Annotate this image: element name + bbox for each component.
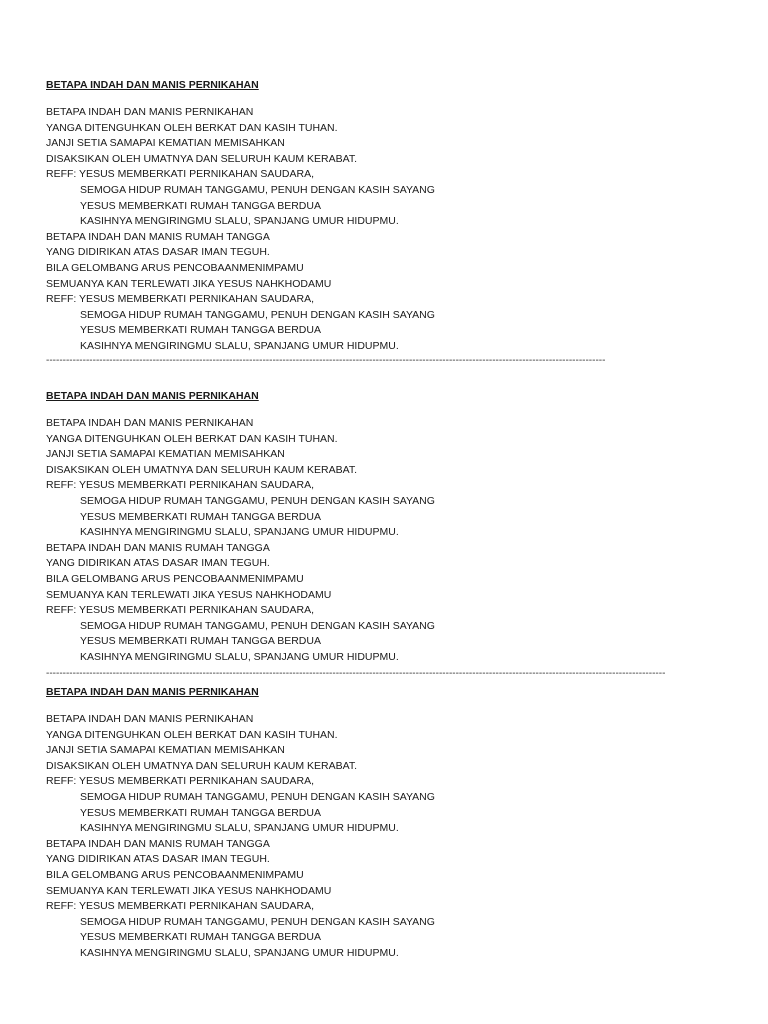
lyric-line: DISAKSIKAN OLEH UMATNYA DAN SELURUH KAUM KERABAT. [46,759,357,772]
lyric-line: SEMUANYA KAN TERLEWATI JIKA YESUS NAHKHODAMU [46,884,332,897]
lyric-line: SEMOGA HIDUP RUMAH TANGGAMU, PENUH DENGAN KASIH SAYANG [80,915,435,928]
lyric-line: YANGA DITENGUHKAN OLEH BERKAT DAN KASIH TUHAN. [46,432,338,445]
lyric-line: JANJI SETIA SAMAPAI KEMATIAN MEMISAHKAN [46,744,285,757]
lyric-line: SEMOGA HIDUP RUMAH TANGGAMU, PENUH DENGAN KASIH SAYANG [80,308,435,321]
lyric-line: BETAPA INDAH DAN MANIS PERNIKAHAN [46,417,254,429]
lyric-line: REFF: YESUS MEMBERKATI PERNIKAHAN SAUDARA, [46,168,314,181]
lyric-line: SEMOGA HIDUP RUMAH TANGGAMU, PENUH DENGAN KASIH SAYANG [80,790,435,803]
lyric-line: YANG DIDIRIKAN ATAS DASAR IMAN TEGUH. [46,557,270,570]
lyric-line: BETAPA INDAH DAN MANIS PERNIKAHAN [46,713,254,725]
lyric-line: SEMOGA HIDUP RUMAH TANGGAMU, PENUH DENGAN KASIH SAYANG [80,183,435,196]
dashed-separator: ------------------------------------------------------------------------------------------------------------------------------------------------------------------------------------------ [46,668,666,679]
lyric-line: YANGA DITENGUHKAN OLEH BERKAT DAN KASIH TUHAN. [46,121,338,134]
lyric-line: SEMUANYA KAN TERLEWATI JIKA YESUS NAHKHODAMU [46,588,332,601]
lyric-line: YESUS MEMBERKATI RUMAH TANGGA BERDUA [80,931,321,944]
lyric-line: BILA GELOMBANG ARUS PENCOBAANMENIMPAMU [46,261,304,274]
song-section-3 [46,685,746,962]
lyric-line: KASIHNYA MENGIRINGMU SLALU, SPANJANG UMUR HIDUPMU. [80,215,399,228]
lyric-line: REFF: YESUS MEMBERKATI PERNIKAHAN SAUDARA, [46,604,314,617]
lyric-line: KASIHNYA MENGIRINGMU SLALU, SPANJANG UMUR HIDUPMU. [80,339,399,352]
song-section-2 [46,389,746,666]
lyric-line: BETAPA INDAH DAN MANIS RUMAH TANGGA [46,837,270,850]
lyric-line: REFF: YESUS MEMBERKATI PERNIKAHAN SAUDARA, [46,479,314,492]
lyric-line: BETAPA INDAH DAN MANIS RUMAH TANGGA [46,230,270,243]
dashed-separator: ------------------------------------------------------------------------------------------------------------------------------------------------------------------------ [46,355,606,366]
lyric-line: KASIHNYA MENGIRINGMU SLALU, SPANJANG UMUR HIDUPMU. [80,822,399,835]
lyric-line: BILA GELOMBANG ARUS PENCOBAANMENIMPAMU [46,572,304,585]
lyric-line: DISAKSIKAN OLEH UMATNYA DAN SELURUH KAUM KERABAT. [46,463,357,476]
lyric-line: YESUS MEMBERKATI RUMAH TANGGA BERDUA [80,199,321,212]
lyric-line: YESUS MEMBERKATI RUMAH TANGGA BERDUA [80,510,321,523]
lyric-line: YESUS MEMBERKATI RUMAH TANGGA BERDUA [80,635,321,648]
lyric-line: KASIHNYA MENGIRINGMU SLALU, SPANJANG UMUR HIDUPMU. [80,650,399,663]
lyric-line: DISAKSIKAN OLEH UMATNYA DAN SELURUH KAUM KERABAT. [46,152,357,165]
lyric-line: YESUS MEMBERKATI RUMAH TANGGA BERDUA [80,806,321,819]
song-title: BETAPA INDAH DAN MANIS PERNIKAHAN [46,390,259,402]
lyric-line: YANG DIDIRIKAN ATAS DASAR IMAN TEGUH. [46,246,270,259]
lyric-line: BETAPA INDAH DAN MANIS PERNIKAHAN [46,106,254,118]
lyric-line: REFF: YESUS MEMBERKATI PERNIKAHAN SAUDARA, [46,775,314,788]
lyric-line: SEMOGA HIDUP RUMAH TANGGAMU, PENUH DENGAN KASIH SAYANG [80,619,435,632]
lyric-line: BETAPA INDAH DAN MANIS RUMAH TANGGA [46,541,270,554]
lyric-line: JANJI SETIA SAMAPAI KEMATIAN MEMISAHKAN [46,137,285,150]
lyric-line: SEMOGA HIDUP RUMAH TANGGAMU, PENUH DENGAN KASIH SAYANG [80,494,435,507]
lyric-line: BILA GELOMBANG ARUS PENCOBAANMENIMPAMU [46,868,304,881]
lyric-line: KASIHNYA MENGIRINGMU SLALU, SPANJANG UMUR HIDUPMU. [80,526,399,539]
song-title: BETAPA INDAH DAN MANIS PERNIKAHAN [46,686,259,698]
lyric-line: REFF: YESUS MEMBERKATI PERNIKAHAN SAUDARA, [46,293,314,306]
lyric-line: KASIHNYA MENGIRINGMU SLALU, SPANJANG UMUR HIDUPMU. [80,946,399,959]
lyric-line: JANJI SETIA SAMAPAI KEMATIAN MEMISAHKAN [46,448,285,461]
lyric-line: SEMUANYA KAN TERLEWATI JIKA YESUS NAHKHODAMU [46,277,332,290]
song-section-1 [46,78,746,355]
lyric-line: YESUS MEMBERKATI RUMAH TANGGA BERDUA [80,324,321,337]
lyric-line: YANG DIDIRIKAN ATAS DASAR IMAN TEGUH. [46,853,270,866]
lyric-line: YANGA DITENGUHKAN OLEH BERKAT DAN KASIH TUHAN. [46,728,338,741]
song-title: BETAPA INDAH DAN MANIS PERNIKAHAN [46,79,259,91]
lyric-line: REFF: YESUS MEMBERKATI PERNIKAHAN SAUDARA, [46,900,314,913]
